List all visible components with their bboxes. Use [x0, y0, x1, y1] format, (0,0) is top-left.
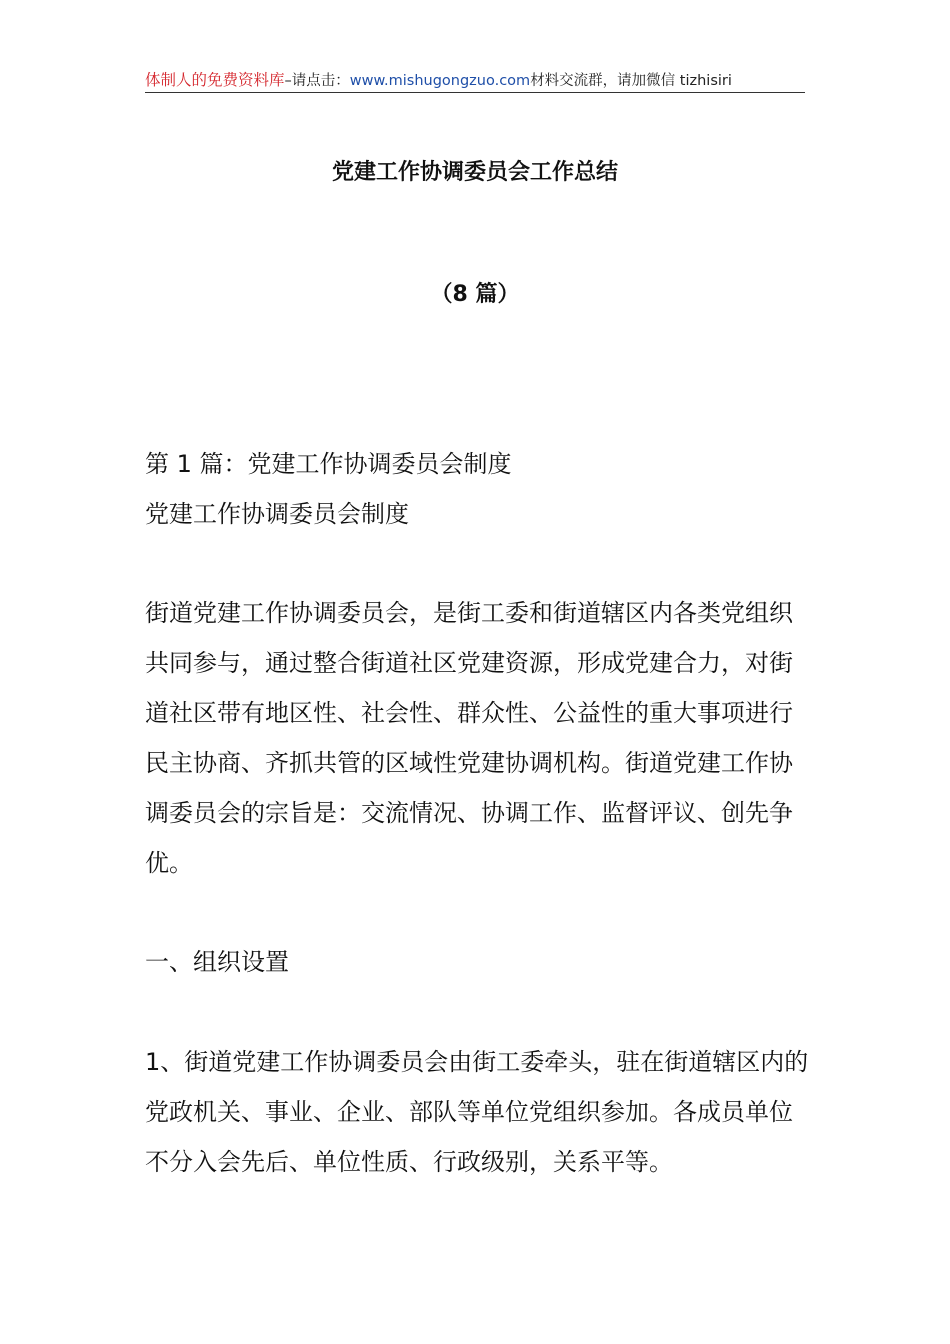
intro-line: 民主协商、齐抓共管的区域性党建协调机构。街道党建工作协	[145, 749, 793, 777]
document-subtitle: （8 篇）	[430, 282, 520, 307]
item-line: 不分入会先后、单位性质、行政级别，关系平等。	[145, 1148, 673, 1176]
item-line: 党政机关、事业、企业、部队等单位党组织参加。各成员单位	[145, 1098, 793, 1126]
header-link[interactable]: www.mishugongzuo.com	[349, 73, 531, 89]
chapter-title: 党建工作协调委员会制度	[145, 500, 409, 528]
page-header	[145, 68, 805, 93]
intro-line: 优。	[145, 849, 193, 877]
intro-line: 共同参与，通过整合街道社区党建资源，形成党建合力，对街	[145, 649, 793, 677]
intro-line: 调委员会的宗旨是：交流情况、协调工作、监督评议、创先争	[145, 799, 793, 827]
header-prompt: –请点击：	[284, 73, 350, 89]
header-note: 材料交流群，请加微信 tizhisiri	[530, 73, 732, 89]
item-line: 1、街道党建工作协调委员会由街工委牵头，驻在街道辖区内的	[145, 1048, 809, 1076]
intro-line: 街道党建工作协调委员会，是街工委和街道辖区内各类党组织	[145, 599, 793, 627]
section-heading: 一、组织设置	[145, 948, 289, 976]
chapter-heading: 第 1 篇：党建工作协调委员会制度	[145, 450, 512, 478]
intro-line: 道社区带有地区性、社会性、群众性、公益性的重大事项进行	[145, 699, 793, 727]
header-brand: 体制人的免费资料库	[145, 71, 285, 89]
document-title: 党建工作协调委员会工作总结	[331, 160, 618, 185]
